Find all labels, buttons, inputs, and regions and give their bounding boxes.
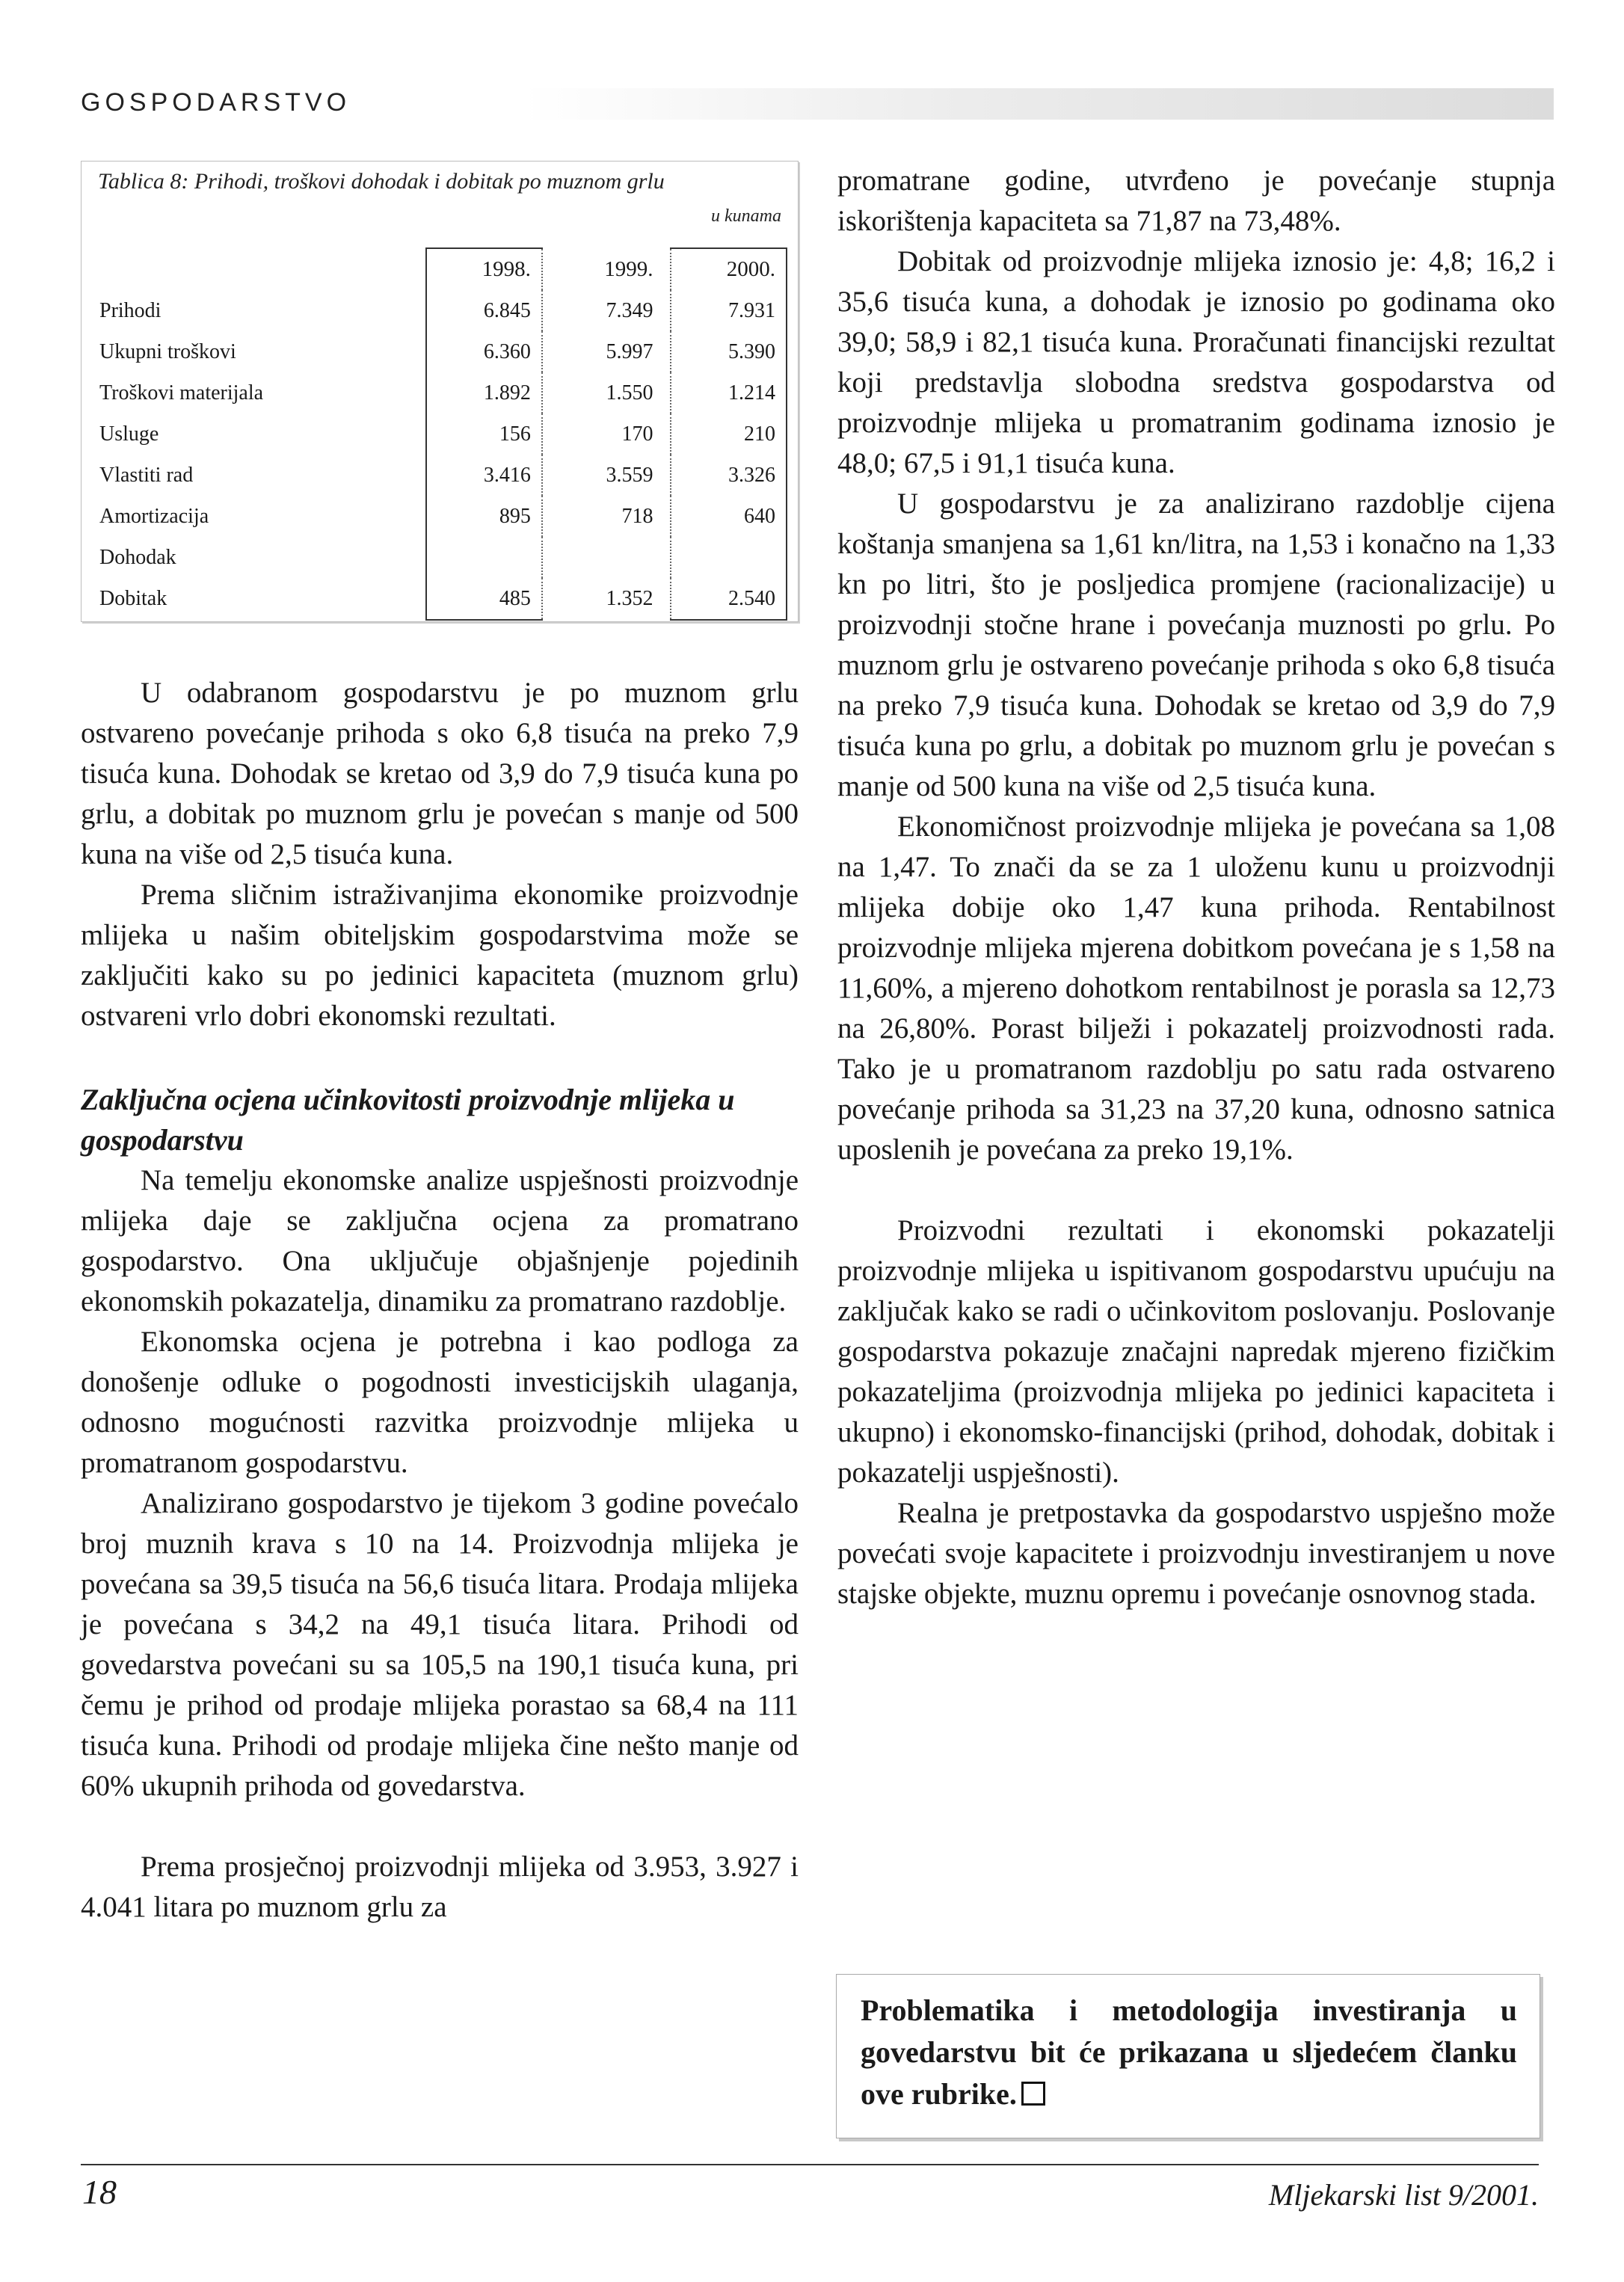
right-column (837, 161, 1555, 1614)
footer-divider (81, 2164, 1539, 2165)
paragraph: Prema sličnim istraživanjima ekonomike proizvodnje mlijeka u našim obiteljskim gospodarstvima može se zaključiti kako su po jedinici kapaciteta (muznom grlu) ostvareni vrlo dobri ekonomski rezultati. (81, 879, 799, 1032)
table-row (92, 496, 787, 537)
end-of-article-icon (1021, 2082, 1045, 2106)
left-column (81, 161, 799, 1928)
journal-title: Mljekarski list 9/2001. (1268, 2178, 1539, 2212)
col-header-1998: 1998. (426, 248, 542, 290)
table-row (92, 372, 787, 413)
col-header-2000: 2000. (671, 248, 787, 290)
cell-value: 1.892 (426, 372, 542, 413)
cell-value: 5.390 (671, 331, 787, 372)
cell-value (550, 537, 664, 578)
row-label: Vlastiti rad (99, 463, 194, 487)
table-row (92, 578, 787, 620)
cell-value: 3.559 (606, 463, 653, 487)
col-header-1999: 1999. (604, 256, 653, 281)
paragraph: U odabranom gospodarstvu je po muznom grlu ostvareno povećanje prihoda s oko 6,8 tisuća na preko 7,9 tisuća kuna. Dohodak se kretao od 3,9 do 7,9 tisuća kuna po grlu, a dobitak po muznom grlu je povećan s manje od 500 kuna na više od 2,5 tisuća kuna. (81, 677, 799, 870)
paragraph: Ekonomičnost proizvodnje mlijeka je povećana sa 1,08 na 1,47. To znači da se za 1 uloženu kunu u proizvodnji mlijeka dobije oko 1,47 kuna prihoda. Rentabilnost proizvodnje mlijeka mjerena dobitkom povećana je s 1,58 na 11,60%, a mjereno dohotkom rentabilnost je porasla sa 12,73 na 26,80%. Porast bilježi i pokazatelj proizvodnosti rada. Tako je u promatranom razdoblju po satu rada ostvareno povećanje prihoda sa 31,23 na 37,20 kuna, odnosno satnica uposlenih je povećana za preko 19,1%. (837, 811, 1555, 1166)
row-label: Prihodi (99, 298, 162, 322)
cell-value: 210 (671, 413, 787, 455)
callout-text (861, 1990, 1517, 2115)
cell-value: 6.360 (426, 331, 542, 372)
cell-value: 640 (671, 496, 787, 537)
cell-value: 3.416 (426, 455, 542, 496)
row-label: Dohodak (99, 545, 176, 569)
paragraph: Proizvodni rezultati i ekonomski pokazatelji proizvodnje mlijeka u ispitivanom gospodarstvu upućuju na zaključak kako se radi o učinkovitom poslovanju. Poslovanje gospodarstva pokazuje značajni napredak mjereno fizičkim pokazateljima (proizvodnja mlijeka po jedinici kapaciteta i ukupno) i ekonomsko-financijski (prihod, dohodak, dobitak i pokazatelji uspješnosti). (837, 1214, 1555, 1489)
cell-value: 485 (426, 578, 542, 620)
section-title: GOSPODARSTVO (81, 88, 351, 117)
cell-value: 1.352 (606, 587, 653, 610)
cell-value (426, 537, 542, 578)
row-label: Troškovi materijala (99, 381, 264, 405)
table-row (92, 455, 787, 496)
cell-value: 2.540 (671, 578, 787, 620)
row-label: Usluge (99, 422, 159, 446)
table-header-row (92, 248, 787, 290)
table-unit: u kunama (711, 206, 781, 226)
row-label: Dobitak (99, 587, 167, 610)
cell-value: 7.931 (671, 290, 787, 331)
paragraph: promatrane godine, utvrđeno je povećanje stupnja iskorištenja kapaciteta sa 71,87 na 73,48%. (837, 164, 1555, 237)
cell-value: 7.349 (606, 298, 653, 322)
row-label: Ukupni troškovi (99, 339, 236, 363)
cell-value: 1.550 (606, 381, 653, 405)
table-8 (81, 161, 799, 622)
callout-box (836, 1974, 1540, 2138)
cell-value: 6.845 (426, 290, 542, 331)
cell-value: 5.997 (606, 339, 653, 363)
cell-value: 3.326 (671, 455, 787, 496)
paragraph: Ekonomska ocjena je potrebna i kao podloga za donošenje odluke o pogodnosti investicijskih ulaganja, odnosno mogućnosti razvitka proizvodnje mlijeka u promatranom gospodarstvu. (81, 1326, 799, 1479)
table-row (92, 537, 787, 578)
table-row (92, 413, 787, 455)
paragraph: Na temelju ekonomske analize uspješnosti proizvodnje mlijeka daje se zaključna ocjena za promatrano gospodarstvo. Ona uključuje objašnjenje pojedinih ekonomskih pokazatelja, dinamiku za promatrano razdoblje. (81, 1164, 799, 1317)
paragraph: Realna je pretpostavka da gospodarstvo uspješno može povećati svoje kapacitete i proizvodnju investiranjem u nove stajske objekte, muznu opremu i povećanje osnovnog stada. (837, 1497, 1555, 1610)
paragraph: U gospodarstvu je za analizirano razdoblje cijena koštanja smanjena sa 1,61 kn/litra, na 1,53 i konačno na 1,33 kn po litri, što je posljedica promjene (racionalizacije) u proizvodnji stočne hrane i povećanja muznosti po grlu. Po muznom grlu je ostvareno povećanje prihoda s oko 6,8 tisuća na preko 7,9 tisuća kuna. Dohodak se kretao od 3,9 do 7,9 tisuća kuna po grlu, a dobitak po muznom grlu je povećan s manje od 500 kuna na više od 2,5 tisuća kuna. (837, 488, 1555, 802)
paragraph: Dobitak od proizvodnje mlijeka iznosio je: 4,8; 16,2 i 35,6 tisuća kuna, a dohodak je iznosio po godinama oko 39,0; 58,9 i 82,1 tisuća kuna. Proračunati financijski rezultat koji predstavlja slobodna sredstva gospodarstva od proizvodnje mlijeka u promatranim godinama iznosio je 48,0; 67,5 i 91,1 tisuća kuna. (837, 245, 1555, 479)
cell-value: 170 (621, 422, 653, 446)
cell-value: 156 (426, 413, 542, 455)
data-table (92, 247, 787, 621)
table-caption: Tablica 8: Prihodi, troškovi dohodak i dobitak po muznom grlu (98, 169, 665, 194)
cell-value: 718 (621, 504, 653, 528)
section-subheading: Zaključna ocjena učinkovitosti proizvodnje mlijeka u gospodarstvu (81, 1083, 735, 1157)
row-label: Amortizacija (99, 504, 209, 528)
cell-value (671, 537, 787, 578)
page-number: 18 (82, 2173, 117, 2211)
paragraph: Analizirano gospodarstvo je tijekom 3 godine povećalo broj muznih krava s 10 na 14. Proizvodnja mlijeka je povećana sa 39,5 tisuća na 56,6 tisuća litara. Prodaja mlijeka je povećana s 34,2 na 49,1 tisuća litara. Prihodi od govedarstva povećani su sa 105,5 na 190,1 tisuća kuna, pri čemu je prihod od prodaje mlijeka porastao sa 68,4 na 111 tisuća kuna. Prihodi od prodaje mlijeka čine nešto manje od 60% ukupnih prihoda od govedarstva. (81, 1487, 799, 1802)
table-row (92, 331, 787, 372)
table-row (92, 290, 787, 331)
cell-value: 1.214 (671, 372, 787, 413)
cell-value: 895 (426, 496, 542, 537)
paragraph: Prema prosječnoj proizvodnji mlijeka od 3.953, 3.927 i 4.041 litara po muznom grlu za (81, 1851, 799, 1923)
callout-message: Problematika i metodologija investiranja u govedarstvu bit će prikazana u sljedećem članku ove rubrike. (861, 1993, 1517, 2111)
